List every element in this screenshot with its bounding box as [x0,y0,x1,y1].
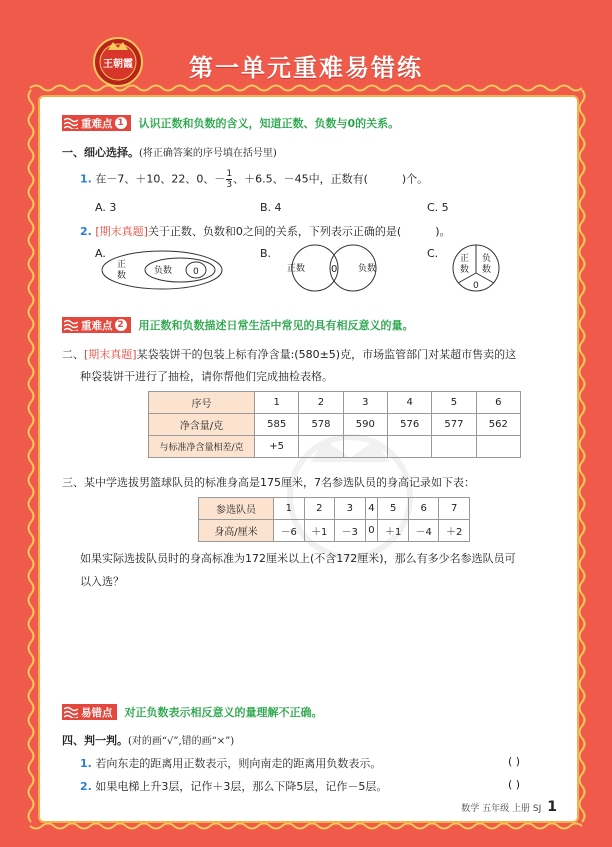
diagram-option-b-label[interactable]: B. [260,247,272,260]
table-header-cell: 与标准净含量相差/克 [149,436,255,458]
question-3-line-2: 如果实际选拔队员时的身高标准为172厘米以上(不含172厘米)，那么有多少名参选队员可 [80,552,516,565]
table-cell: 1 [255,392,299,414]
table-row [199,520,470,542]
error-point-badge: 易错点 [62,704,117,720]
svg-text:负数: 负数 [154,266,173,276]
table-cell: 585 [255,414,299,436]
table-cell: 590 [343,414,387,436]
key-point-1 [62,115,399,131]
judge-answer-1[interactable]: ( ) [508,755,521,768]
title-bar [0,0,612,95]
table-cell: ＋1 [304,520,335,542]
table-cell: 6 [476,392,520,414]
option-c[interactable]: C. 5 [427,201,449,214]
svg-text:0: 0 [193,267,199,277]
table-cell: 4 [387,392,431,414]
table-cell: －6 [274,520,305,542]
diagram-option-b [273,243,398,293]
wave-icon [64,319,78,331]
option-b[interactable]: B. 4 [260,201,282,214]
question-2-line-1: 二、[期末真题]某袋装饼干的包装上标有净含量:(580±5)克，市场监管部门对某超市售卖的这 [62,348,517,361]
table-cell: 4 [365,498,378,520]
diagram-option-a-label[interactable]: A. [95,247,106,260]
question-2-line-2: 种袋装饼干进行了抽检，请你帮他们完成抽检表格。 [80,370,333,383]
answer-cell[interactable] [476,436,520,458]
key-point-badge: 重难点 2 [62,317,131,333]
table-cell: 7 [439,498,470,520]
table-cell: 577 [432,414,476,436]
judge-item-1: 1. 若向东走的距离用正数表示，则向南走的距离用负数表示。 [80,757,382,770]
table-cell: 6 [408,498,439,520]
table-cell: 2 [299,392,343,414]
table-cell: ＋2 [439,520,470,542]
table-cell: +5 [255,436,299,458]
question-3-line-3: 以入选？ [80,575,124,588]
question-3-line-1: 三、某中学选拔男篮球队员的标准身高是175厘米，7名参选队员的身高记录如下表： [62,476,475,489]
error-point [62,704,323,720]
table-header-cell: 参选队员 [199,498,274,520]
table-cell: 1 [274,498,305,520]
table-cell: ＋1 [378,520,409,542]
wave-icon [64,706,78,718]
answer-cell[interactable] [299,436,343,458]
answer-cell[interactable] [343,436,387,458]
svg-text:0: 0 [473,281,479,291]
wave-icon [64,117,78,129]
svg-text:数: 数 [117,271,127,281]
diagram-option-c [448,243,508,293]
answer-area[interactable] [80,592,560,697]
table-row [149,414,521,436]
table-header-cell: 序号 [149,392,255,414]
key-point-2 [62,317,414,333]
part-four-heading: 四、判一判。(对的画“√”,错的画“×”) [62,734,235,747]
option-a[interactable]: A. 3 [95,201,117,214]
part-one-heading: 一、细心选择。(将正确答案的序号填在括号里) [62,146,277,159]
table-cell: 3 [335,498,366,520]
diagram-option-c-label[interactable]: C. [427,247,439,260]
svg-text:王朝霞: 王朝霞 [103,59,133,70]
svg-text:负: 负 [482,254,492,264]
judge-answer-2[interactable]: ( ) [508,778,521,791]
svg-text:负数: 负数 [358,264,377,274]
key-point-text: 认识正数和负数的含义，知道正数、负数与0的关系。 [138,117,400,130]
svg-text:正: 正 [117,260,127,270]
table-cell: －3 [335,520,366,542]
svg-text:0: 0 [331,264,338,275]
table-row [149,436,521,458]
question-1-1: 1. 在－7、＋10、22、0、－ $\frac{1}{3}$ 、＋6.5、－45中，正数有( )个。 [80,169,429,190]
table-cell: 5 [432,392,476,414]
judge-item-2: 2. 如果电梯上升3层，记作＋3层，那么下降5层，记作－5层。 [80,780,388,793]
error-point-text: 对正负数表示相反意义的量理解不正确。 [124,706,323,719]
table-row [149,392,521,414]
answer-cell[interactable] [432,436,476,458]
table-cell: 0 [365,520,378,542]
table-header-cell: 净含量/克 [149,414,255,436]
answer-cell[interactable] [387,436,431,458]
svg-text:数: 数 [460,265,470,275]
table-cell: 3 [343,392,387,414]
key-point-text: 用正数和负数描述日常生活中常见的具有相反意义的量。 [138,319,414,332]
diagram-option-a [100,249,225,291]
table-cell: 2 [304,498,335,520]
svg-text:数: 数 [482,265,492,275]
table-header-cell: 身高/厘米 [199,520,274,542]
table-cell: 5 [378,498,409,520]
table-cell: 576 [387,414,431,436]
table-cell: 562 [476,414,520,436]
table-row [199,498,470,520]
inspection-table [148,391,521,458]
svg-text:正: 正 [460,254,470,264]
page-title: 第一单元重难易错练 [189,54,423,82]
key-point-badge: 重难点 1 [62,115,131,131]
height-table [198,497,470,542]
worksheet-page [38,95,579,823]
question-1-2: 2. [期末真题]关于正数、负数和0之间的关系，下列表示正确的是( )。 [80,225,451,238]
svg-text:正数: 正数 [287,264,306,274]
table-cell: 578 [299,414,343,436]
page-footer [461,799,557,815]
footer-info: 数学 五年级 上册 SJ [461,804,542,814]
table-cell: －4 [408,520,439,542]
page-number: 1 [547,799,557,815]
